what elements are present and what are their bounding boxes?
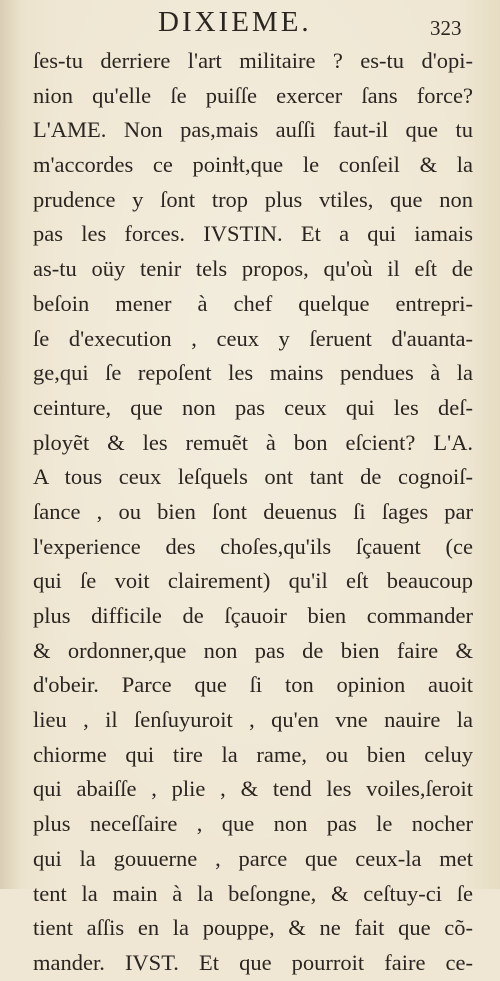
text-line: qui ſe voit clairement) qu'il eſt beaucoup [33,568,473,594]
text-line: plus difficile de ſçauoir bien commander [33,603,473,628]
text-line: A tous ceux leſquels ont tant de cognoiſ- [33,464,473,490]
text-line: chiorme qui tire la rame, ou bien celuy [33,741,473,767]
text-line: & ordonner,que non pas de bien faire & [33,637,473,663]
text-line: nion qu'elle ſe puiſſe exercer ſans force? [33,82,473,108]
text-line: qui la gouuerne , parce que ceux-la met [33,845,473,871]
text-line: mander. IVST. Et que pourroit faire ce- [33,949,473,975]
text-line: d'obeir. Parce que ſi ton opinion auoit [33,672,473,698]
text-line: ſance , ou bien ſont deuenus ſi ſages par [33,498,473,524]
text-line: ſe d'execution , ceux y ſeruent d'auanta- [33,325,473,351]
text-line: l'experience des choſes,qu'ils ſçauent (ce [33,533,473,559]
text-line: ſes-tu derriere l'art militaire ? es-tu d'opi- [33,48,473,73]
text-line: ployẽt & les remuẽt à bon eſcient? L'A. [33,429,473,455]
text-line: lieu , il ſenſuyuroit , qu'en vne nauire la [33,707,473,733]
text-line: prudence y ſont trop plus vtiles, que non [33,186,473,212]
running-head: DIXIEME. [158,6,312,38]
text-line: pas les forces. IVSTIN. Et a qui iamais [33,221,473,247]
text-line: ge,qui ſe repoſent les mains pendues à la [33,360,473,386]
page-number: 323 [430,16,462,40]
text-line: tient aſſis en la pouppe, & ne fait que cõ- [33,915,473,941]
text-line: L'AME. Non pas,mais auſſi faut-il que tu [33,117,473,143]
text-line: ceinture, que non pas ceux qui les deſ- [33,394,473,420]
text-line: tent la main à la beſongne, & ceſtuy-ci ſe [33,880,473,906]
text-line: as-tu oüy tenir tels propos, qu'où il eſt de [33,256,473,282]
text-line: beſoin mener à chef quelque entrepri- [33,290,473,316]
body-text [33,44,473,981]
text-line: m'accordes ce poinɫt,que le conſeil & la [33,152,473,178]
page-header [0,6,500,42]
text-line: plus neceſſaire , que non pas le nocher [33,811,473,837]
text-line: qui abaiſſe , plie , & tend les voiles,ſeroit [33,776,473,802]
